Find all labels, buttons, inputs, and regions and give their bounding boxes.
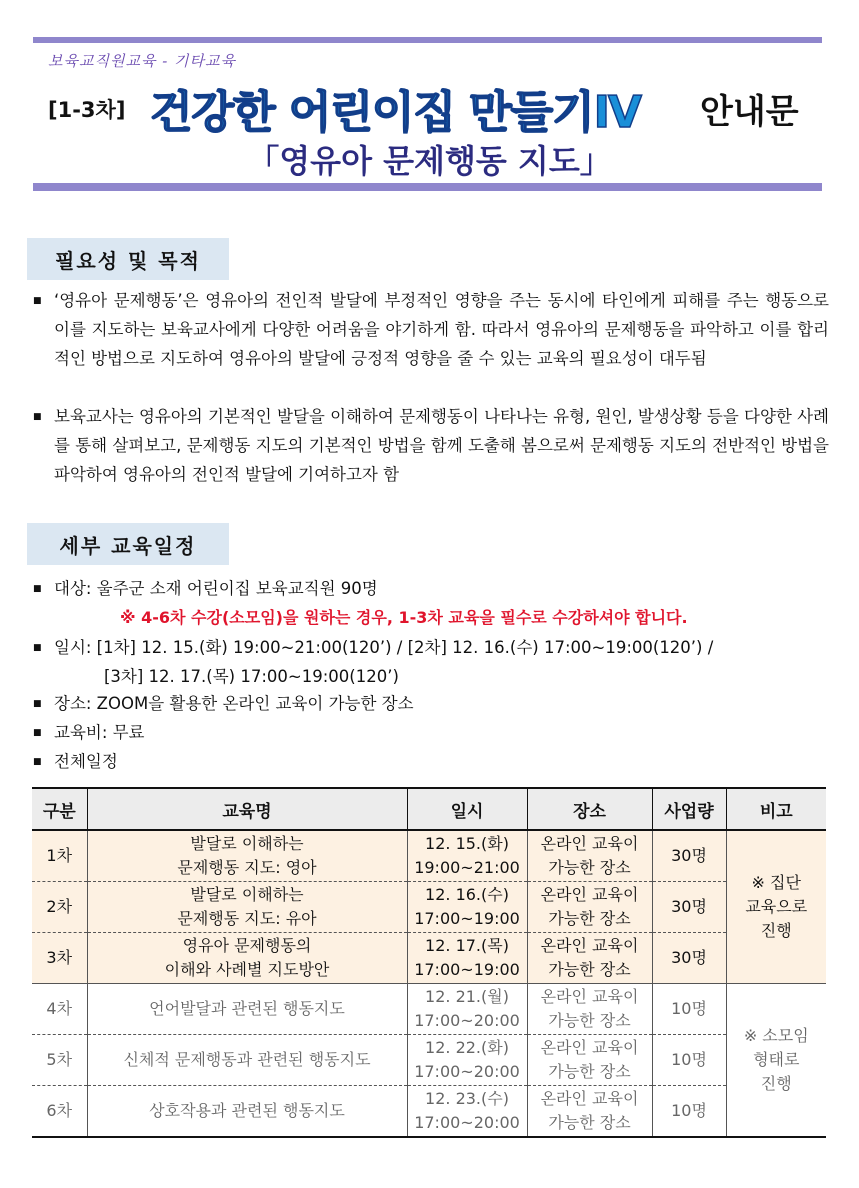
date-line-1: 일시: [1차] 12. 15.(화) 19:00~21:00(120’) / [2차] 12. 16.(수) 17:00~19:00(120’) / [54, 638, 714, 657]
table-row [32, 1035, 826, 1086]
course-name: 발달로 이해하는 문제행동 지도: 영아 [87, 830, 407, 882]
course-subtitle: 「영유아 문제행동 지도」 [247, 142, 612, 180]
date-line-2: [3차] 12. 17.(목) 17:00~19:00(120’) [104, 667, 399, 686]
square-bullet-icon: ■ [33, 412, 42, 422]
header-cell: 비고 [726, 788, 826, 830]
square-bullet-icon: ■ [33, 728, 42, 738]
note-group-b: ※ 소모임 형태로 진행 [726, 984, 826, 1138]
warning-note: ※ 4-6차 수강(소모임)을 원하는 경우, 1-3차 교육을 필수로 수강하셔야 합니다. [120, 608, 688, 627]
course-date: 12. 22.(화) 17:00~20:00 [407, 1035, 527, 1086]
course-date: 12. 17.(목) 17:00~19:00 [407, 933, 527, 984]
session-no: 1차 [32, 830, 87, 882]
course-quantity: 30명 [652, 882, 726, 933]
course-quantity: 30명 [652, 830, 726, 882]
fee-line: 교육비: 무료 [54, 723, 145, 742]
course-quantity: 10명 [652, 1035, 726, 1086]
category-subtitle: 보육교직원교육 - 기타교육 [48, 52, 236, 70]
course-date: 12. 16.(수) 17:00~19:00 [407, 882, 527, 933]
course-place: 온라인 교육이 가능한 장소 [527, 830, 652, 882]
course-place: 온라인 교육이 가능한 장소 [527, 1035, 652, 1086]
main-title: 건강한 어린이집 만들기Ⅳ [150, 87, 642, 138]
table-row [32, 984, 826, 1035]
header-cell: 교육명 [87, 788, 407, 830]
table-row [32, 1086, 826, 1138]
course-quantity: 10명 [652, 984, 726, 1035]
square-bullet-icon: ■ [33, 584, 42, 594]
place-line: 장소: ZOOM을 활용한 온라인 교육이 가능한 장소 [54, 694, 414, 713]
course-quantity: 30명 [652, 933, 726, 984]
section-heading-schedule: 세부 교육일정 [27, 523, 229, 565]
square-bullet-icon: ■ [33, 699, 42, 709]
bottom-rule [33, 183, 822, 191]
course-place: 온라인 교육이 가능한 장소 [527, 1086, 652, 1138]
course-quantity: 10명 [652, 1086, 726, 1138]
table-row [32, 882, 826, 933]
course-place: 온라인 교육이 가능한 장소 [527, 933, 652, 984]
square-bullet-icon: ■ [33, 296, 42, 306]
square-bullet-icon: ■ [33, 757, 42, 767]
header-cell: 구분 [32, 788, 87, 830]
header-cell: 사업량 [652, 788, 726, 830]
course-name: 상호작용과 관련된 행동지도 [87, 1086, 407, 1138]
course-name: 영유아 문제행동의 이해와 사례별 지도방안 [87, 933, 407, 984]
course-place: 온라인 교육이 가능한 장소 [527, 882, 652, 933]
schedule-table [32, 787, 826, 1138]
session-no: 4차 [32, 984, 87, 1035]
purpose-paragraph-2: 보육교사는 영유아의 기본적인 발달을 이해하여 문제행동이 나타나는 유형, 원인, 발생상황 등을 다양한 사례를 통해 살펴보고, 문제행동 지도의 기본적인 방법을 함께 도출해 봄으로써 문제행동 지도의 전반적인 방법을 파악하여 영유아의 전인적 발달에 기여하고자 함 [54, 407, 829, 484]
section-heading-purpose: 필요성 및 목적 [27, 238, 229, 280]
note-group-a: ※ 집단 교육으로 진행 [726, 830, 826, 984]
session-no: 3차 [32, 933, 87, 984]
session-no: 2차 [32, 882, 87, 933]
course-date: 12. 15.(화) 19:00~21:00 [407, 830, 527, 882]
top-rule [33, 37, 822, 43]
course-place: 온라인 교육이 가능한 장소 [527, 984, 652, 1035]
session-no: 6차 [32, 1086, 87, 1138]
square-bullet-icon: ■ [33, 643, 42, 653]
overall-schedule-label: 전체일정 [54, 752, 118, 771]
course-date: 12. 23.(수) 17:00~20:00 [407, 1086, 527, 1138]
session-tag: [1-3차] [48, 98, 126, 122]
target-line: 대상: 울주군 소재 어린이집 보육교직원 90명 [54, 579, 378, 598]
course-name: 신체적 문제행동과 관련된 행동지도 [87, 1035, 407, 1086]
notice-label: 안내문 [700, 92, 799, 132]
title-row [0, 74, 859, 138]
course-date: 12. 21.(월) 17:00~20:00 [407, 984, 527, 1035]
table-row [32, 830, 826, 882]
table-header-row [32, 788, 826, 830]
purpose-paragraph-1: ‘영유아 문제행동’은 영유아의 전인적 발달에 부정적인 영향을 주는 동시에 타인에게 피해를 주는 행동으로 이를 지도하는 보육교사에게 다양한 어려움을 야기하게 함. 따라서 영유아의 문제행동을 파악하고 이를 합리적인 방법으로 지도하여 영유아의 발달에 긍정적 영향을 줄 수 있는 교육의 필요성이 대두됨 [54, 291, 829, 368]
table-row [32, 933, 826, 984]
course-name: 발달로 이해하는 문제행동 지도: 유아 [87, 882, 407, 933]
session-no: 5차 [32, 1035, 87, 1086]
header-cell: 장소 [527, 788, 652, 830]
header-cell: 일시 [407, 788, 527, 830]
course-name: 언어발달과 관련된 행동지도 [87, 984, 407, 1035]
